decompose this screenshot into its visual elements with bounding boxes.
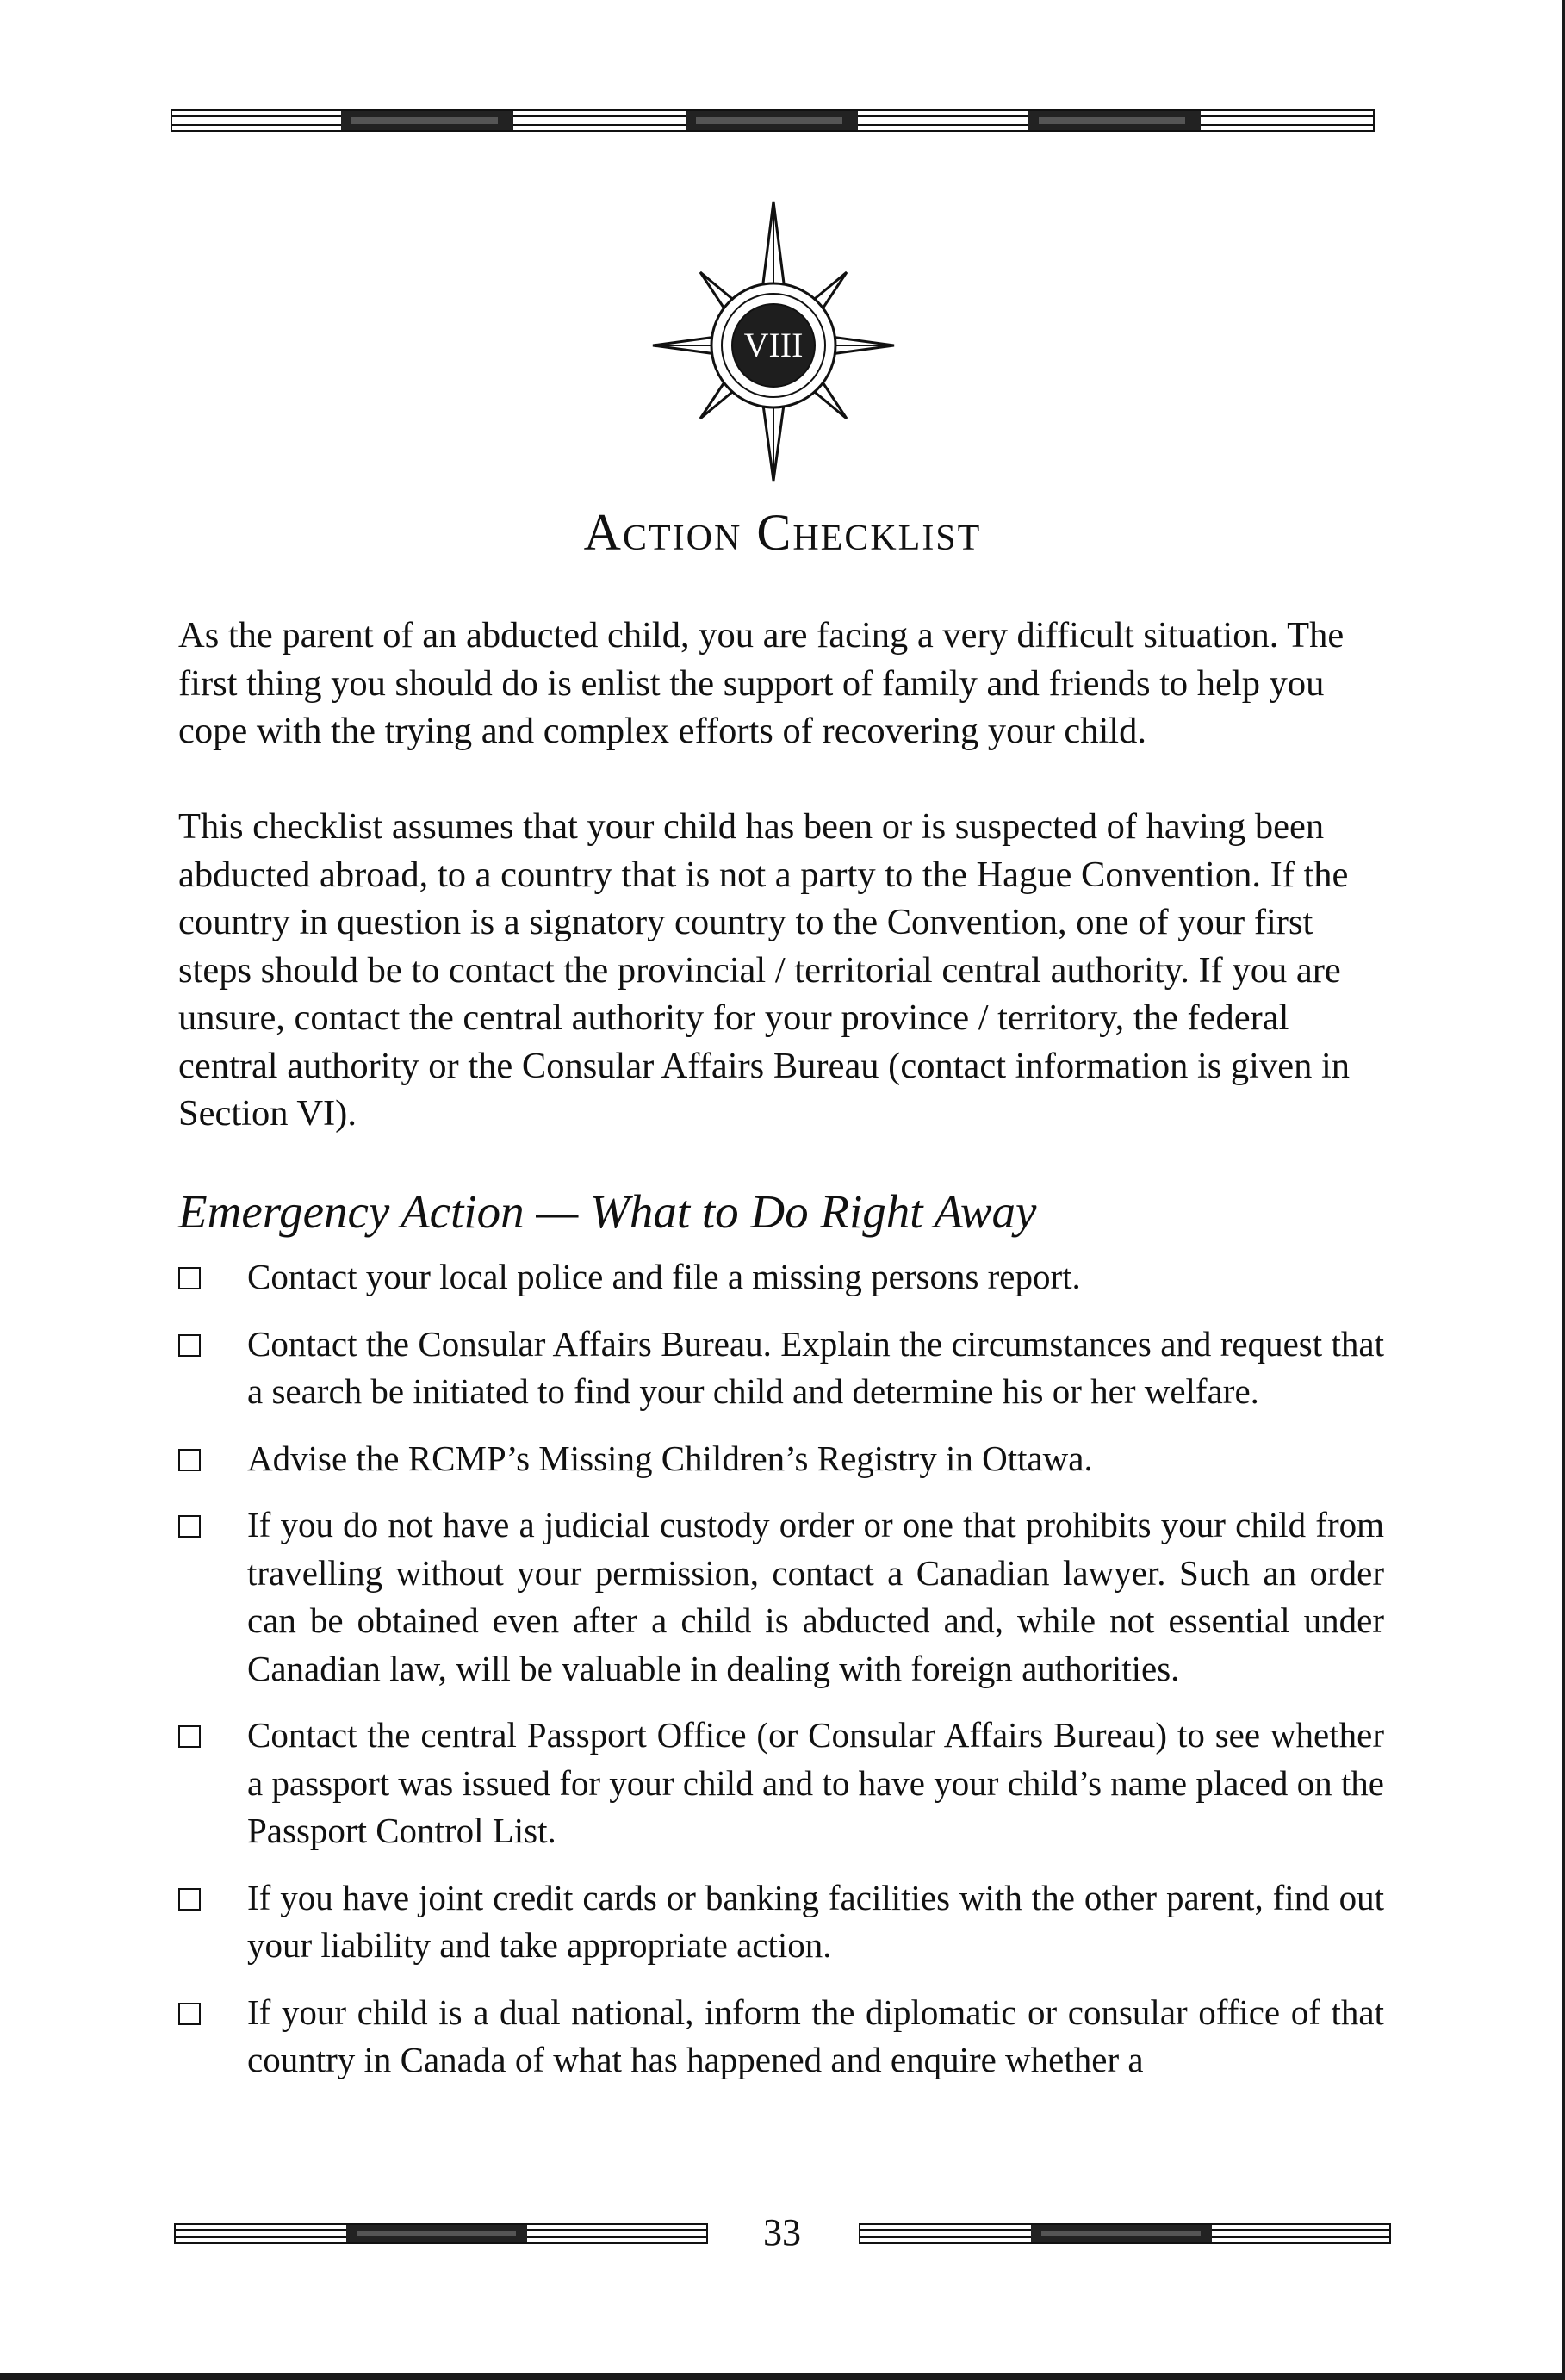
checklist-item-text: Contact the central Passport Office (or Consular Affairs Bureau) to see whether a passport was issued for your child and to have your child’s name placed on the Passport Control List. <box>247 1715 1384 1850</box>
checklist-item-text: Contact the Consular Affairs Bureau. Explain the circumstances and request that a search be initiated to find your child and determine his or her welfare. <box>247 1323 1384 1411</box>
checkbox-icon[interactable] <box>178 1267 201 1289</box>
checklist-item-text: If you do not have a judicial custody order or one that prohibits your child from travelling without your permission, contact a Canadian lawyer. Such an order can be obtained even after a child is abducted and, while not essential under Canadian law, will be valuable in dealing with foreign authorities. <box>247 1505 1384 1688</box>
checkbox-icon[interactable] <box>178 1515 201 1538</box>
checklist-item <box>178 1712 1384 1855</box>
chapter-numeral: VIII <box>743 326 804 364</box>
checklist-item <box>178 1435 1384 1483</box>
checklist-item-text: Contact your local police and file a missing persons report. <box>247 1257 1081 1296</box>
checklist-item <box>178 1501 1384 1693</box>
checkbox-icon[interactable] <box>178 1725 201 1748</box>
checklist-item-text: Advise the RCMP’s Missing Children’s Registry in Ottawa. <box>247 1438 1093 1478</box>
action-checklist <box>178 1253 1384 2103</box>
page-title: Action Checklist <box>583 504 982 561</box>
section-heading: Emergency Action — What to Do Right Away <box>178 1185 1037 1238</box>
bottom-left-decorative-rule <box>174 2222 708 2246</box>
page-edge-right <box>1562 0 1565 2380</box>
checkbox-icon[interactable] <box>178 1334 201 1357</box>
checkbox-icon[interactable] <box>178 1888 201 1911</box>
checklist-item <box>178 1253 1384 1302</box>
checklist-item-text: If you have joint credit cards or banking facilities with the other parent, find out your liability and take appropriate action. <box>247 1877 1384 1965</box>
checkbox-icon[interactable] <box>178 2003 201 2025</box>
top-decorative-rule <box>171 109 1375 134</box>
page-edge-bottom <box>0 2373 1565 2380</box>
bottom-right-decorative-rule <box>859 2222 1391 2246</box>
checklist-item <box>178 1874 1384 1970</box>
chapter-emblem <box>644 195 903 488</box>
page-number: 33 <box>763 2211 801 2253</box>
checklist-item <box>178 1320 1384 1416</box>
checklist-item-text: If your child is a dual national, inform the diplomatic or consular office of that country in Canada of what has happened and enquire whether a <box>247 1992 1384 2079</box>
checkbox-icon[interactable] <box>178 1449 201 1471</box>
checklist-item <box>178 1989 1384 2085</box>
intro-paragraph-2: This checklist assumes that your child has been or is suspected of having been abducted abroad, to a country that is not a party to the Hague Convention. If the country in question is a signatory country to the Convention, one of your first steps should be to contact the provincial / territorial central authority. If you are unsure, contact the central authority for your province / territory, the federal central authority or the Consular Affairs Bureau (contact information is given in Section VI). <box>178 806 1351 1134</box>
intro-paragraph-1: As the parent of an abducted child, you are facing a very difficult situation. The first thing you should do is enlist the support of family and friends to help you cope with the trying and complex efforts of recovering your child. <box>178 615 1345 751</box>
